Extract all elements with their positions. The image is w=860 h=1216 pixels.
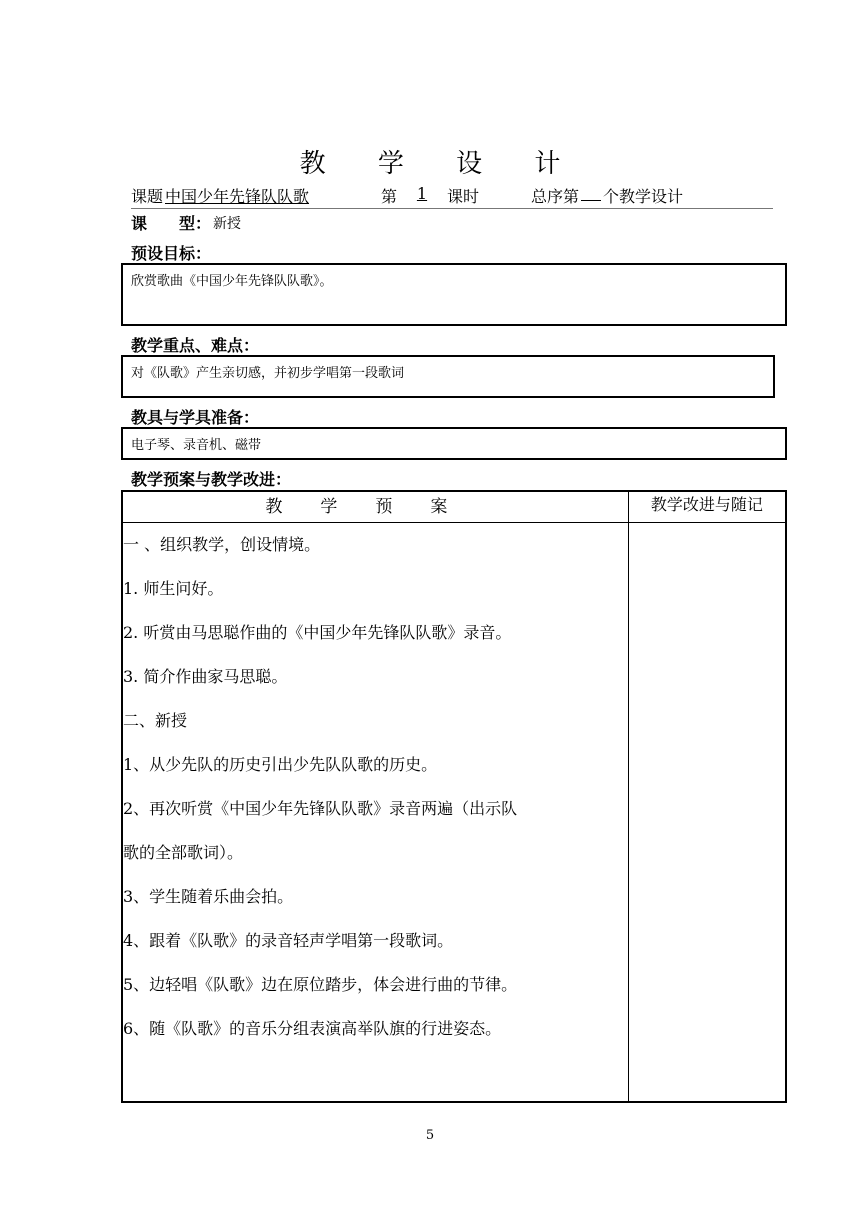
plan-line: 歌的全部歌词）。 [123,843,244,862]
topic-label: 课题 [131,187,164,206]
header-row [131,184,773,209]
plan-line: 2、再次听赏《中国少年先锋队队歌》录音两遍（出示队 [123,799,518,818]
goals-label: 预设目标： [131,244,212,263]
page-number: 5 [425,1128,435,1143]
lesson-type-value: 新授 [213,216,241,232]
notes-content-cell [628,523,786,1103]
materials-text: 电子琴、录音机、磁带 [131,438,262,453]
plan-line: 6、随《队歌》的音乐分组表演高举队旗的行进姿态。 [123,1019,502,1038]
plan-line: 2. 听赏由马思聪作曲的《中国少年先锋队队歌》录音。 [123,623,512,642]
plan-line: 1. 师生问好。 [123,579,224,598]
goals-box [121,263,787,326]
plan-column-header: 教学预案 [122,491,628,523]
lesson-prefix: 第 [381,187,398,206]
plan-content-cell [122,523,628,1103]
topic-value: 中国少年先锋队队歌 [165,187,310,206]
plan-line: 1、从少先队的历史引出少先队队歌的历史。 [123,755,438,774]
materials-box [121,427,787,460]
key-points-text: 对《队歌》产生亲切感，并初步学唱第一段歌词 [131,366,405,381]
notes-column-header: 教学改进与随记 [628,491,786,523]
plan-line: 3. 简介作曲家马思聪。 [123,667,288,686]
plan-table [121,490,787,1103]
key-points-label: 教学重点、难点： [131,336,260,355]
plan-line: 5、边轻唱《队歌》边在原位踏步，体会进行曲的节律。 [123,975,518,994]
plan-line: 4、跟着《队歌》的录音轻声学唱第一段歌词。 [123,931,454,950]
lesson-suffix: 课时 [447,187,480,206]
lesson-type-label: 课 型： [131,214,212,233]
seq-prefix: 总序第 [531,187,580,206]
lesson-number: 1 [416,184,428,203]
page-title: 教 学 设 计 [299,149,583,179]
plan-label: 教学预案与教学改进： [131,470,292,489]
plan-line: 一 、组织教学，创设情境。 [123,535,321,554]
plan-line: 二、新授 [123,711,188,730]
materials-label: 教具与学具准备： [131,408,260,427]
key-points-box [121,355,775,398]
seq-suffix: 个教学设计 [603,187,684,206]
plan-line: 3、学生随着乐曲会拍。 [123,887,294,906]
goals-text: 欣赏歌曲《中国少年先锋队队歌》。 [131,274,333,289]
